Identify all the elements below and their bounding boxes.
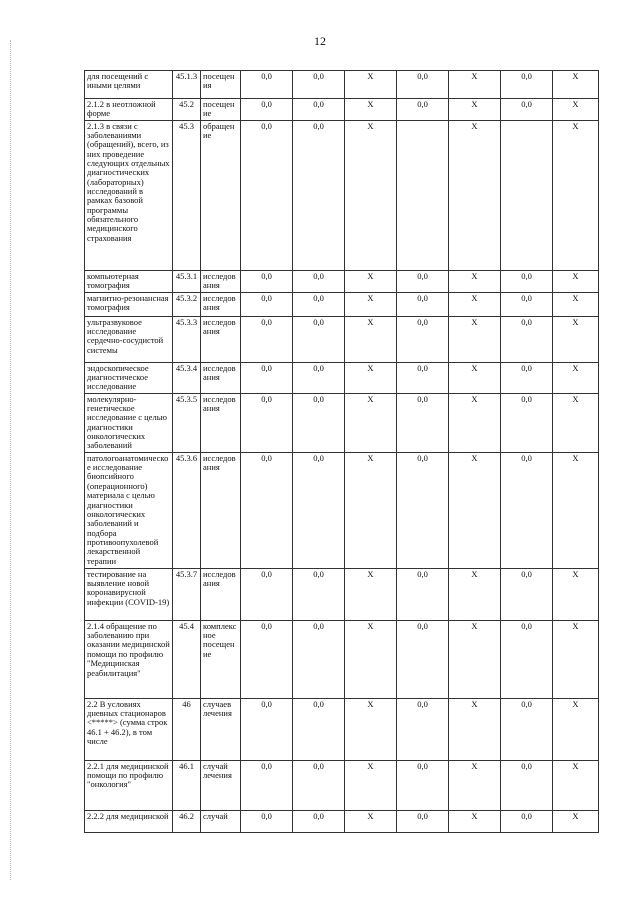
value-cell: X — [345, 760, 397, 810]
row-name-cell: компьютерная томография — [85, 270, 173, 292]
value-cell: 0,0 — [241, 393, 293, 452]
row-name-cell: магнитно-резонансная томография — [85, 292, 173, 316]
value-cell: 0,0 — [241, 120, 293, 270]
value-cell: 0,0 — [241, 71, 293, 99]
row-unit-cell: случай лечения — [201, 760, 241, 810]
value-cell — [501, 120, 553, 270]
value-cell: X — [345, 270, 397, 292]
value-cell: X — [345, 362, 397, 393]
row-unit-cell: обращение — [201, 120, 241, 270]
value-cell: X — [345, 71, 397, 99]
value-cell: X — [449, 99, 501, 121]
row-code-cell: 45.3.6 — [173, 452, 201, 568]
table-row — [85, 362, 599, 393]
value-cell: 0,0 — [293, 270, 345, 292]
value-cell: X — [553, 620, 599, 698]
value-cell: X — [345, 316, 397, 362]
row-unit-cell: исследования — [201, 316, 241, 362]
value-cell: X — [553, 316, 599, 362]
row-name-cell: ультразвуковое исследование сердечно-сосудистой системы — [85, 316, 173, 362]
value-cell: X — [553, 393, 599, 452]
row-code-cell: 45.3.7 — [173, 568, 201, 620]
row-code-cell: 45.3.2 — [173, 292, 201, 316]
row-code-cell: 45.1.3 — [173, 71, 201, 99]
row-unit-cell: комплексное посещение — [201, 620, 241, 698]
value-cell: 0,0 — [501, 810, 553, 832]
table-row — [85, 270, 599, 292]
value-cell: 0,0 — [241, 760, 293, 810]
value-cell: 0,0 — [293, 99, 345, 121]
row-name-cell: 2.2.2 для медицинской — [85, 810, 173, 832]
value-cell: 0,0 — [501, 316, 553, 362]
value-cell: 0,0 — [501, 270, 553, 292]
value-cell: 0,0 — [241, 620, 293, 698]
row-code-cell: 46.2 — [173, 810, 201, 832]
value-cell: 0,0 — [501, 71, 553, 99]
value-cell: 0,0 — [293, 71, 345, 99]
value-cell: 0,0 — [501, 99, 553, 121]
value-cell: 0,0 — [397, 698, 449, 760]
table-row — [85, 71, 599, 99]
value-cell: 0,0 — [501, 698, 553, 760]
value-cell: X — [449, 760, 501, 810]
row-unit-cell: посещения — [201, 71, 241, 99]
value-cell: 0,0 — [293, 292, 345, 316]
value-cell: 0,0 — [397, 99, 449, 121]
value-cell: 0,0 — [241, 568, 293, 620]
row-unit-cell: исследования — [201, 270, 241, 292]
value-cell: 0,0 — [501, 393, 553, 452]
value-cell: 0,0 — [241, 292, 293, 316]
value-cell: X — [553, 71, 599, 99]
value-cell: X — [345, 620, 397, 698]
value-cell: X — [345, 120, 397, 270]
row-unit-cell: случаев лечения — [201, 698, 241, 760]
value-cell: 0,0 — [397, 568, 449, 620]
value-cell: X — [449, 292, 501, 316]
value-cell: 0,0 — [397, 760, 449, 810]
value-cell: 0,0 — [501, 362, 553, 393]
value-cell: 0,0 — [501, 568, 553, 620]
row-name-cell: 2.1.2 в неотложной форме — [85, 99, 173, 121]
value-cell: X — [553, 99, 599, 121]
value-cell: X — [553, 452, 599, 568]
table-row — [85, 292, 599, 316]
row-code-cell: 45.3.1 — [173, 270, 201, 292]
value-cell: 0,0 — [501, 620, 553, 698]
row-name-cell: тестирование на выявление новой коронавирусной инфекции (COVID-19) — [85, 568, 173, 620]
value-cell: 0,0 — [293, 362, 345, 393]
row-code-cell: 46 — [173, 698, 201, 760]
value-cell: X — [553, 270, 599, 292]
row-name-cell: 2.1.4 обращение по заболеванию при оказании медицинской помощи по профилю "Медицинская реабилитация" — [85, 620, 173, 698]
row-code-cell: 45.2 — [173, 99, 201, 121]
page-number: 12 — [314, 34, 326, 48]
value-cell: 0,0 — [397, 452, 449, 568]
value-cell: X — [345, 698, 397, 760]
table-row — [85, 760, 599, 810]
row-name-cell: патологоанатомическое исследование биопсийного (операционного) материала с целью диагностики онкологических заболеваний и подбора противоопухолевой лекарственной терапии — [85, 452, 173, 568]
value-cell: 0,0 — [397, 316, 449, 362]
row-unit-cell: исследования — [201, 452, 241, 568]
value-cell: 0,0 — [397, 292, 449, 316]
value-cell: X — [553, 698, 599, 760]
page-edge-marks — [10, 40, 12, 880]
row-name-cell: для посещений с иными целями — [85, 71, 173, 99]
row-name-cell: 2.1.3 в связи с заболеваниями (обращений), всего, из них проведение следующих отдельных диагностических (лабораторных) исследований в рамках базовой программы обязательного медицинского страхования — [85, 120, 173, 270]
table-row — [85, 698, 599, 760]
value-cell: 0,0 — [293, 120, 345, 270]
row-unit-cell: посещение — [201, 99, 241, 121]
value-cell: X — [449, 568, 501, 620]
value-cell: 0,0 — [397, 393, 449, 452]
value-cell: 0,0 — [241, 99, 293, 121]
value-cell: 0,0 — [241, 698, 293, 760]
value-cell: X — [345, 810, 397, 832]
value-cell: 0,0 — [293, 452, 345, 568]
value-cell — [397, 120, 449, 270]
value-cell: 0,0 — [241, 270, 293, 292]
table-row — [85, 452, 599, 568]
value-cell: X — [345, 568, 397, 620]
row-unit-cell: исследования — [201, 393, 241, 452]
value-cell: X — [553, 120, 599, 270]
value-cell: X — [449, 620, 501, 698]
value-cell: 0,0 — [293, 568, 345, 620]
table-row — [85, 393, 599, 452]
value-cell: 0,0 — [501, 452, 553, 568]
row-code-cell: 45.4 — [173, 620, 201, 698]
value-cell: 0,0 — [293, 698, 345, 760]
value-cell: 0,0 — [397, 71, 449, 99]
value-cell: X — [553, 362, 599, 393]
row-unit-cell: случай — [201, 810, 241, 832]
row-name-cell: 2.2 В условиях дневных стационаров <*****> (сумма строк 46.1 + 46.2), в том числе — [85, 698, 173, 760]
value-cell: 0,0 — [397, 362, 449, 393]
value-cell: 0,0 — [501, 760, 553, 810]
row-code-cell: 46.1 — [173, 760, 201, 810]
table-row — [85, 810, 599, 832]
row-name-cell: молекулярно-генетическое исследование с целью диагностики онкологических заболеваний — [85, 393, 173, 452]
value-cell: X — [449, 452, 501, 568]
value-cell: 0,0 — [293, 316, 345, 362]
table-row — [85, 568, 599, 620]
row-code-cell: 45.3 — [173, 120, 201, 270]
value-cell: 0,0 — [397, 810, 449, 832]
table-row — [85, 316, 599, 362]
row-code-cell: 45.3.5 — [173, 393, 201, 452]
table-row — [85, 120, 599, 270]
value-cell: 0,0 — [293, 810, 345, 832]
value-cell: X — [553, 760, 599, 810]
value-cell: 0,0 — [501, 292, 553, 316]
row-name-cell: эндоскопическое диагностическое исследование — [85, 362, 173, 393]
value-cell: X — [449, 362, 501, 393]
value-cell: 0,0 — [241, 810, 293, 832]
value-cell: X — [553, 568, 599, 620]
value-cell: X — [449, 698, 501, 760]
value-cell: X — [449, 120, 501, 270]
value-cell: X — [449, 71, 501, 99]
value-cell: X — [345, 452, 397, 568]
value-cell: X — [553, 810, 599, 832]
value-cell: 0,0 — [293, 393, 345, 452]
value-cell: X — [449, 393, 501, 452]
table-row — [85, 620, 599, 698]
row-unit-cell: исследования — [201, 568, 241, 620]
value-cell: X — [449, 810, 501, 832]
row-unit-cell: исследования — [201, 362, 241, 393]
value-cell: X — [449, 270, 501, 292]
value-cell: 0,0 — [241, 452, 293, 568]
value-cell: X — [449, 316, 501, 362]
value-cell: X — [553, 292, 599, 316]
value-cell: X — [345, 99, 397, 121]
value-cell: 0,0 — [397, 270, 449, 292]
table-row — [85, 99, 599, 121]
value-cell: 0,0 — [241, 316, 293, 362]
value-cell: 0,0 — [293, 760, 345, 810]
value-cell: 0,0 — [241, 362, 293, 393]
value-cell: 0,0 — [293, 620, 345, 698]
row-unit-cell: исследования — [201, 292, 241, 316]
row-code-cell: 45.3.4 — [173, 362, 201, 393]
row-code-cell: 45.3.3 — [173, 316, 201, 362]
data-table — [84, 70, 599, 833]
row-name-cell: 2.2.1 для медицинской помощи по профилю "онкология" — [85, 760, 173, 810]
value-cell: X — [345, 292, 397, 316]
value-cell: X — [345, 393, 397, 452]
value-cell: 0,0 — [397, 620, 449, 698]
